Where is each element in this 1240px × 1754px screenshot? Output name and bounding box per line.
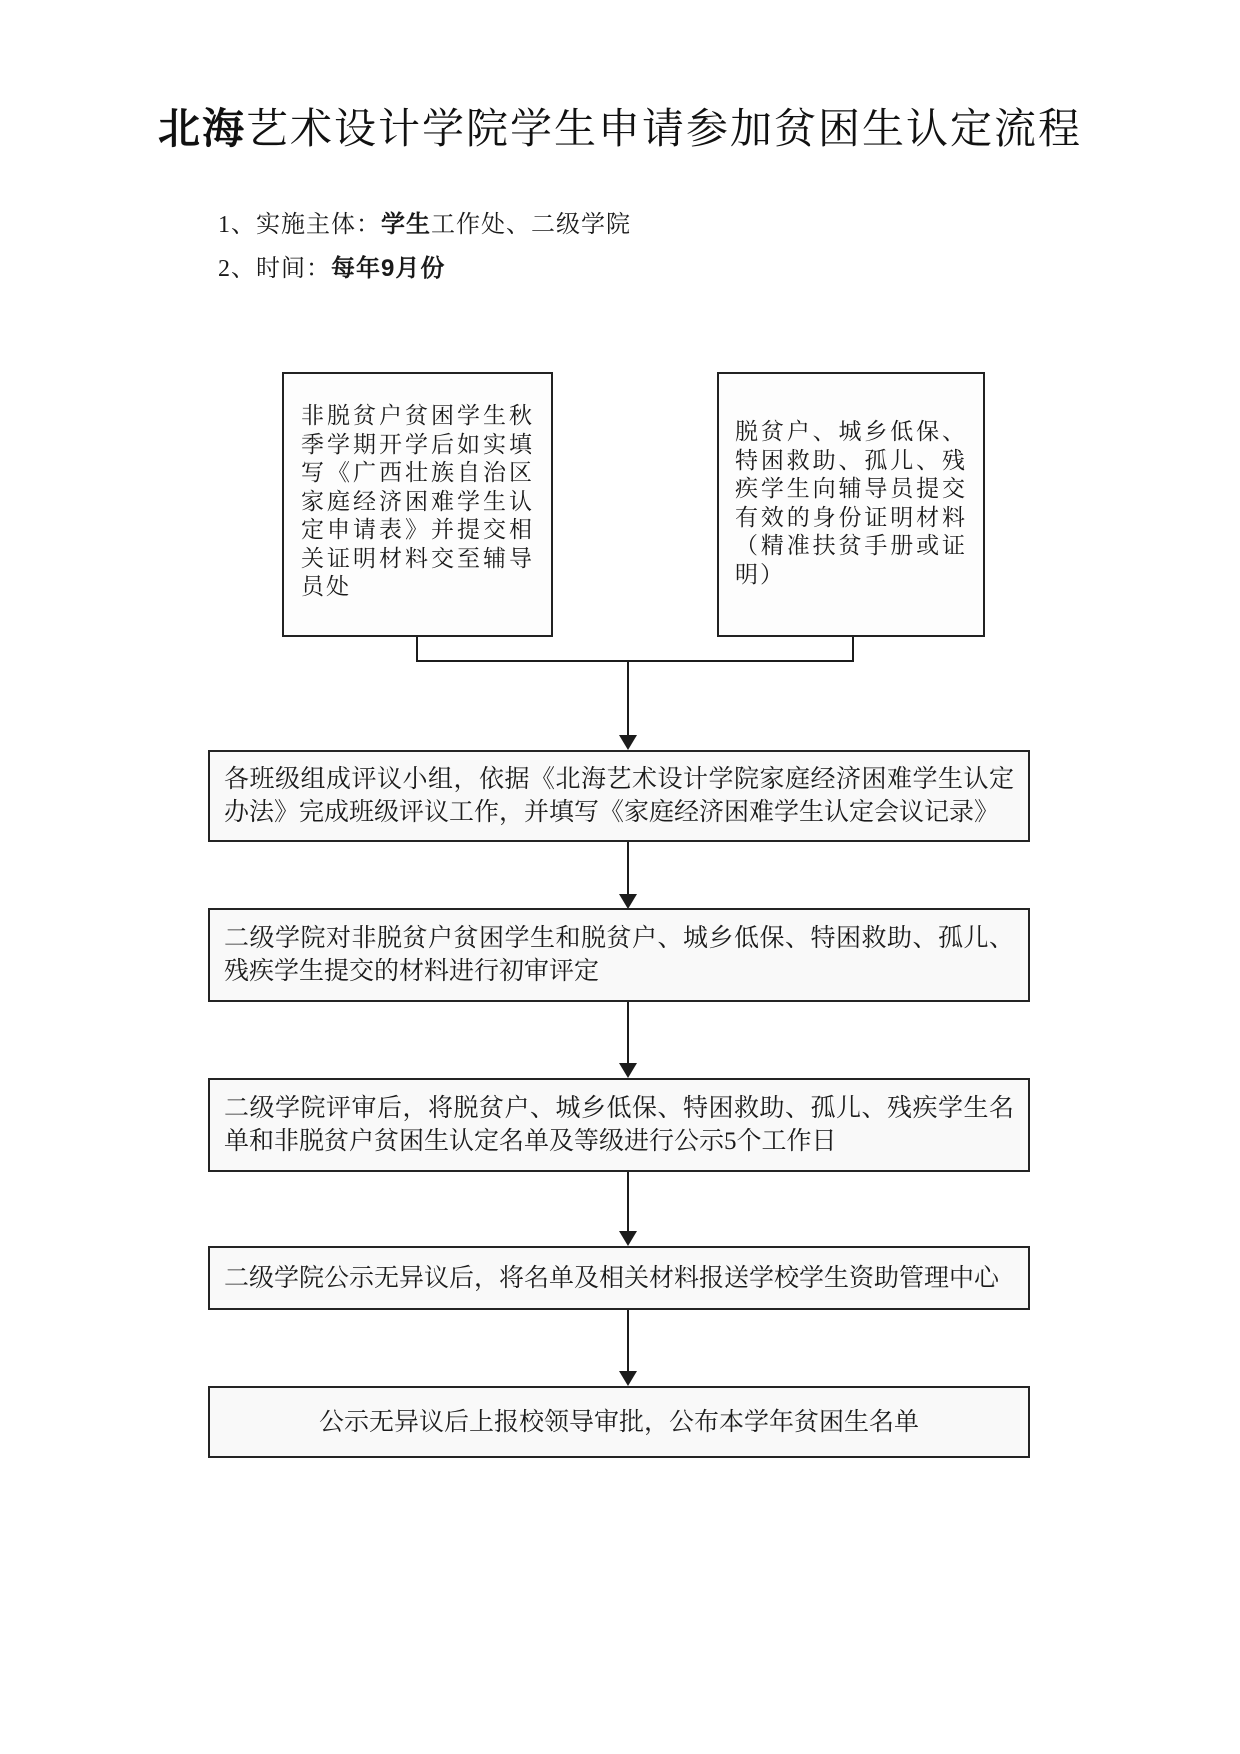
connector-line [627,1002,629,1063]
connector-line [627,1172,629,1231]
flow-box-text: 脱贫户、城乡低保、特困救助、孤儿、残疾学生向辅导员提交有效的身份证明材料（精准扶贫手册或证明） [735,419,967,587]
note-time [218,248,445,283]
note-rest-segment: 工作处、二级学院 [431,212,631,238]
note-number: 2、 [218,256,256,282]
note-implementing-body [218,204,631,239]
flow-box-text: 二级学院评审后，将脱贫户、城乡低保、特困救助、孤儿、残疾学生名单和非脱贫户贫困生认定名单及等级进行公示5个工作日 [224,1095,1014,1155]
connector-line [627,842,629,894]
flow-box-text: 公示无异议后上报校领导审批，公布本学年贫困生名单 [318,1408,919,1436]
flow-box-source-left [282,372,553,637]
flow-box-text: 二级学院公示无异议后，将名单及相关材料报送学校学生资助管理中心 [224,1264,1000,1292]
page-title-rest-segment: 艺术设计学院学生申请参加贫困生认定流程 [246,105,1083,152]
note-label: 时间： [256,256,331,282]
arrow-down-icon [619,1063,637,1078]
flow-box-step-final-approval [208,1386,1030,1458]
flow-box-step-report-to-aid-center [208,1246,1030,1310]
connector-line [627,1310,629,1371]
flow-box-text: 非脱贫户贫困学生秋季学期开学后如实填写《广西壮族自治区家庭经济困难学生认定申请表》并提交相关证明材料交至辅导员处 [301,403,534,599]
note-bold-segment: 学生 [381,211,431,238]
connector-line [627,660,629,735]
page-title [0,96,1240,156]
flow-box-text: 各班级组成评议小组，依据《北海艺术设计学院家庭经济困难学生认定办法》完成班级评议工作，并填写《家庭经济困难学生认定会议记录》 [224,766,1014,826]
flow-box-step-publicity-5-days [208,1078,1030,1172]
arrow-down-icon [619,735,637,750]
merge-connector-bracket [416,637,854,662]
flow-box-source-right [717,372,985,637]
arrow-down-icon [619,1231,637,1246]
arrow-down-icon [619,1371,637,1386]
flow-box-step-class-review [208,750,1030,842]
flow-box-text: 二级学院对非脱贫户贫困学生和脱贫户、城乡低保、特困救助、孤儿、残疾学生提交的材料进行初审评定 [224,925,1014,985]
flow-box-step-college-initial-review [208,908,1030,1002]
note-label: 实施主体： [256,212,381,238]
arrow-down-icon [619,894,637,909]
note-number: 1、 [218,212,256,238]
page-title-bold-segment: 北海 [157,105,246,152]
note-bold-segment: 每年9月份 [331,255,446,282]
